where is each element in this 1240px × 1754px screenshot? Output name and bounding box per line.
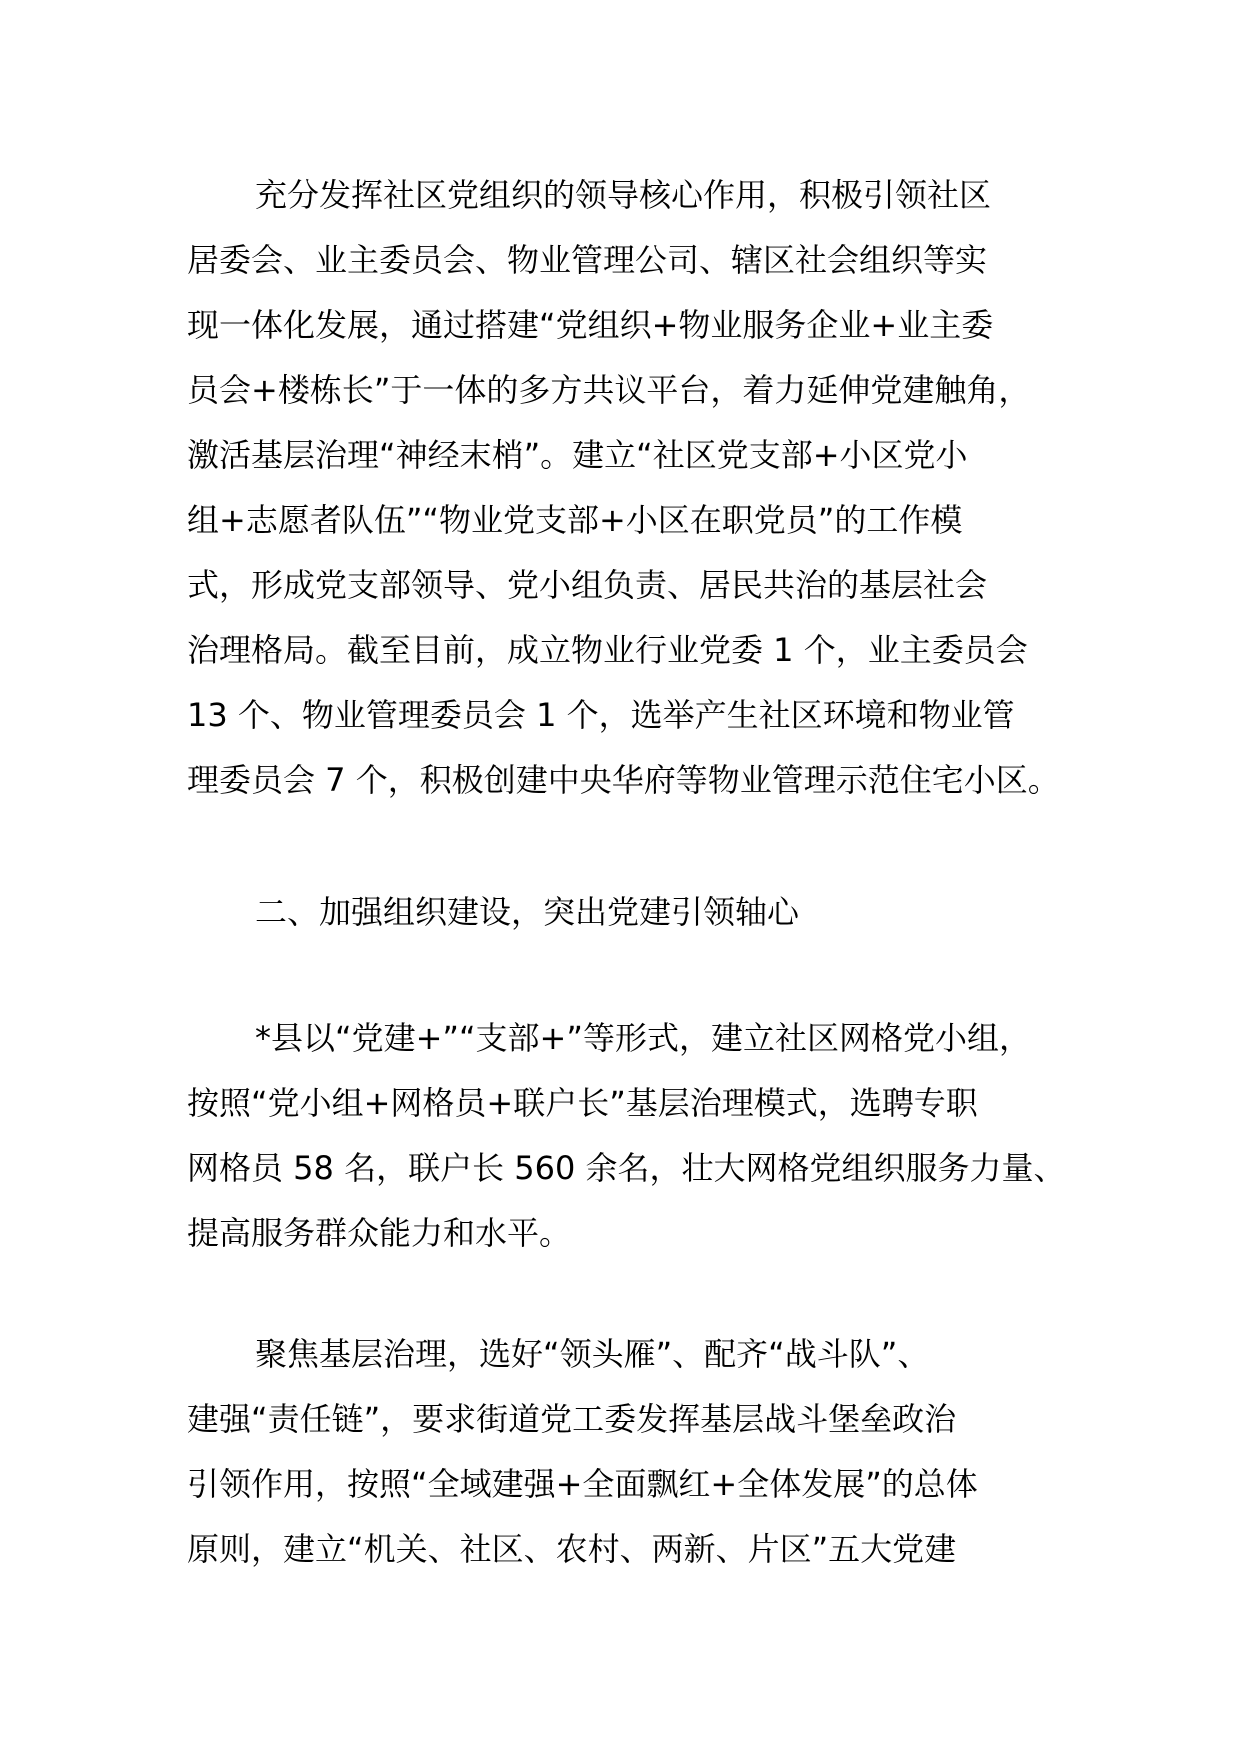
text-line: 组+志愿者队伍”“物业党支部+小区在职党员”的工作模 bbox=[187, 501, 963, 539]
text-line: 13 个、物业管理委员会 1 个，选举产生社区环境和物业管 bbox=[187, 696, 1015, 734]
paragraph-community-party-leadership bbox=[187, 163, 1087, 813]
text-line: 理委员会 7 个，积极创建中央华府等物业管理示范住宅小区。 bbox=[187, 761, 1060, 799]
section-heading-text: 二、加强组织建设，突出党建引领轴心 bbox=[255, 893, 800, 931]
text-line: 原则，建立“机关、社区、农村、两新、片区”五大党建 bbox=[187, 1530, 957, 1568]
text-line: 聚焦基层治理，选好“领头雁”、配齐“战斗队”、 bbox=[255, 1335, 930, 1373]
paragraph-grid-party-group bbox=[187, 1006, 1087, 1266]
text-line: 现一体化发展，通过搭建“党组织+物业服务企业+业主委 bbox=[187, 306, 994, 344]
text-line: 员会+楼栋长”于一体的多方共议平台，着力延伸党建触角， bbox=[187, 371, 1031, 409]
text-line: 激活基层治理“神经末梢”。建立“社区党支部+小区党小 bbox=[187, 436, 968, 474]
section-heading-2 bbox=[187, 880, 1087, 945]
text-line: 居委会、业主委员会、物业管理公司、辖区社会组织等实 bbox=[187, 241, 988, 279]
text-line: *县以“党建+”“支部+”等形式，建立社区网格党小组， bbox=[255, 1019, 1031, 1057]
text-line: 治理格局。截至目前，成立物业行业党委 1 个，业主委员会 bbox=[187, 631, 1028, 669]
text-line: 按照“党小组+网格员+联户长”基层治理模式，选聘专职 bbox=[187, 1084, 978, 1122]
paragraph-grassroots-governance bbox=[187, 1322, 1087, 1582]
text-line: 建强“责任链”，要求街道党工委发挥基层战斗堡垒政治 bbox=[187, 1400, 957, 1438]
text-line: 提高服务群众能力和水平。 bbox=[187, 1214, 572, 1252]
text-line: 网格员 58 名，联户长 560 余名，壮大网格党组织服务力量、 bbox=[187, 1149, 1066, 1187]
text-line: 充分发挥社区党组织的领导核心作用，积极引领社区 bbox=[255, 176, 992, 214]
text-line: 引领作用，按照“全域建强+全面飘红+全体发展”的总体 bbox=[187, 1465, 978, 1503]
text-line: 式，形成党支部领导、党小组负责、居民共治的基层社会 bbox=[187, 566, 988, 604]
